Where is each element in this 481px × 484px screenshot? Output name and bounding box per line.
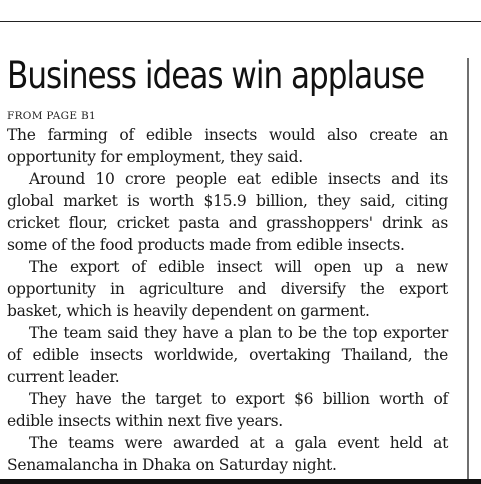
- continued-from-label: FROM PAGE B1: [7, 110, 96, 122]
- article-paragraph: The team said they have a plan to be the top exporter of edible insects worldwide, overtaking Thailand, the current leader.: [7, 324, 448, 386]
- headline: Business ideas win applause: [7, 54, 425, 97]
- article-paragraph: The teams were awarded at a gala event held at Senamalancha in Dhaka on Saturday night.: [7, 434, 448, 474]
- top-divider: [0, 21, 481, 22]
- article-paragraph: They have the target to export $6 billion worth of edible insects within next five years.: [7, 390, 448, 430]
- column-rule: [467, 58, 469, 480]
- article-paragraph: Around 10 crore people eat edible insects and its global market is worth $15.9 billion, they said, citing cricket flour, cricket pasta and grasshoppers' drink as some of the food products made from edible insects.: [7, 170, 448, 254]
- article-paragraph: The farming of edible insects would also create an opportunity for employment, they said.: [7, 126, 448, 166]
- article-paragraph: The export of edible insect will open up a new opportunity in agriculture and diversify the export basket, which is heavily dependent on garment.: [7, 258, 448, 320]
- bottom-border: [0, 479, 481, 484]
- article-body: [7, 124, 448, 476]
